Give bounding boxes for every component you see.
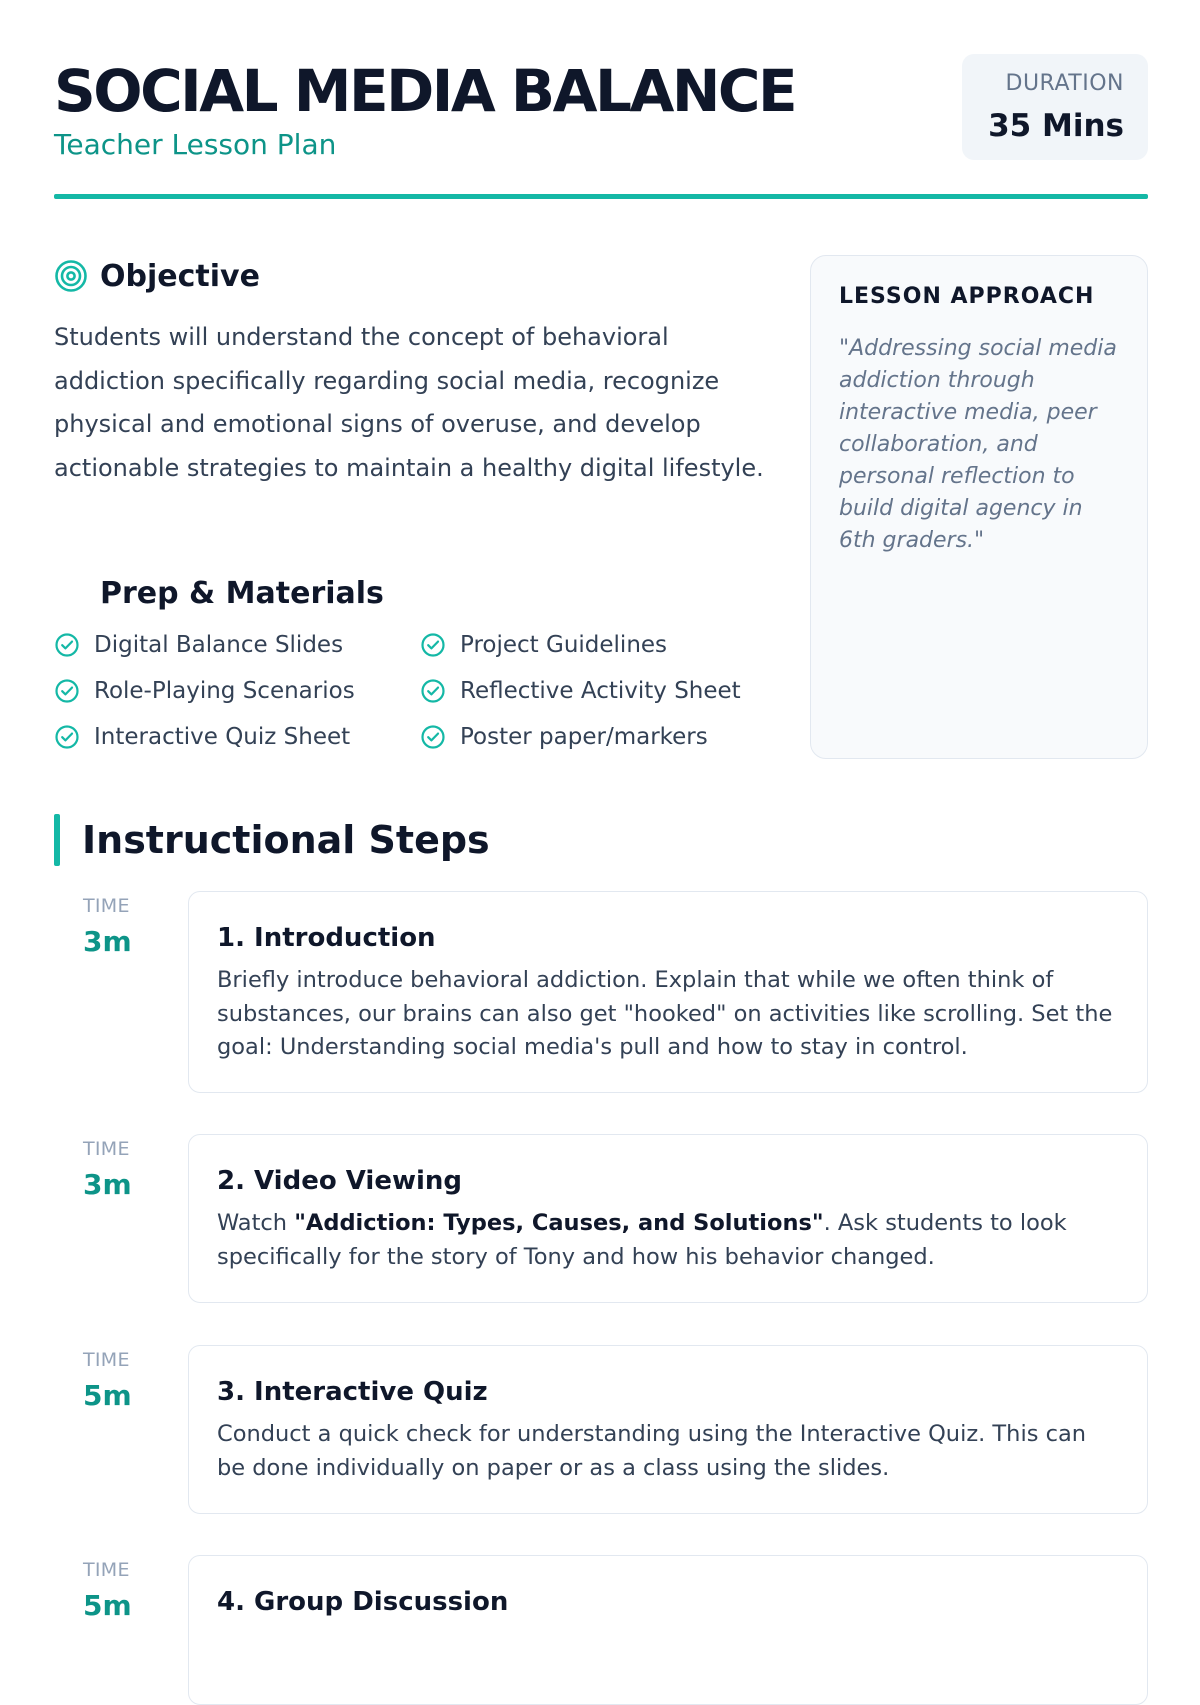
time-label: TIME [83, 895, 130, 917]
lesson-approach-card [810, 255, 1148, 759]
objective-heading-row [54, 256, 774, 296]
step-card [188, 891, 1148, 1093]
step-time [83, 895, 203, 959]
check-circle-icon [420, 724, 446, 750]
check-circle-icon [420, 678, 446, 704]
duration-badge [962, 54, 1148, 160]
time-value: 5m [83, 1379, 132, 1412]
step-card [188, 1555, 1148, 1705]
material-item [420, 722, 780, 752]
target-icon [54, 259, 88, 293]
time-value: 5m [83, 1589, 132, 1622]
page-subtitle: Teacher Lesson Plan [54, 128, 337, 161]
material-item [54, 722, 414, 752]
duration-label: DURATION [1005, 71, 1124, 96]
steps-accent-bar [54, 814, 60, 866]
step-title: 1. Introduction [217, 923, 436, 953]
objective-heading: Objective [100, 258, 260, 294]
step-title: 4. Group Discussion [217, 1587, 509, 1617]
header [54, 58, 1148, 204]
check-circle-icon [420, 632, 446, 658]
material-label: Poster paper/markers [460, 724, 708, 750]
time-label: TIME [83, 1138, 130, 1160]
steps-heading: Instructional Steps [82, 818, 490, 862]
materials-section [54, 574, 774, 750]
materials-heading: Prep & Materials [100, 576, 384, 611]
time-label: TIME [83, 1349, 130, 1371]
check-circle-icon [54, 632, 80, 658]
steps-heading-row [54, 814, 490, 866]
material-label: Digital Balance Slides [94, 632, 344, 658]
step-card [188, 1134, 1148, 1303]
material-item [54, 630, 414, 660]
step-title: 3. Interactive Quiz [217, 1377, 488, 1407]
material-label: Interactive Quiz Sheet [94, 724, 351, 750]
time-value: 3m [83, 1168, 132, 1201]
step-title: 2. Video Viewing [217, 1166, 463, 1196]
material-label: Role-Playing Scenarios [94, 678, 355, 704]
objective-section [54, 256, 774, 490]
header-divider [54, 194, 1148, 199]
approach-heading: LESSON APPROACH [839, 284, 1095, 309]
duration-value: 35 Mins [988, 108, 1124, 144]
approach-quote: "Addressing social media addiction through interactive media, peer collaboration, and personal reflection to build digital agency in 6th graders." [839, 336, 1117, 553]
step-text-after: . Ask students to look specifically for the story of Tony and how his behavior changed. [217, 1210, 1067, 1270]
step-text: Conduct a quick check for understanding using the Interactive Quiz. This can be done individually on paper or as a class using the slides. [217, 1421, 1086, 1481]
page-title: SOCIAL MEDIA BALANCE [54, 57, 796, 125]
step-time [83, 1349, 203, 1413]
material-item [54, 676, 414, 706]
step-text [217, 1207, 1121, 1274]
step-text-before: Watch [217, 1210, 295, 1236]
step-time [83, 1559, 203, 1623]
time-value: 3m [83, 925, 132, 958]
step-card [188, 1345, 1148, 1514]
check-circle-icon [54, 678, 80, 704]
objective-text: Students will understand the concept of behavioral addiction specifically regarding social media, recognize physical and emotional signs of overuse, and develop actionable strategies to maintain a healthy digital lifestyle. [54, 323, 764, 482]
step-text: Briefly introduce behavioral addiction. Explain that while we often think of substances, our brains can also get "hooked" on activities like scrolling. Set the goal: Understanding social media's pull and how to stay in control. [217, 967, 1113, 1060]
check-circle-icon [54, 724, 80, 750]
material-label: Reflective Activity Sheet [460, 678, 741, 704]
material-label: Project Guidelines [460, 632, 668, 658]
step-time [83, 1138, 203, 1202]
material-item [420, 676, 780, 706]
material-item [420, 630, 780, 660]
time-label: TIME [83, 1559, 130, 1581]
video-title: "Addiction: Types, Causes, and Solutions" [294, 1210, 824, 1236]
lesson-plan-page [54, 0, 1148, 1622]
